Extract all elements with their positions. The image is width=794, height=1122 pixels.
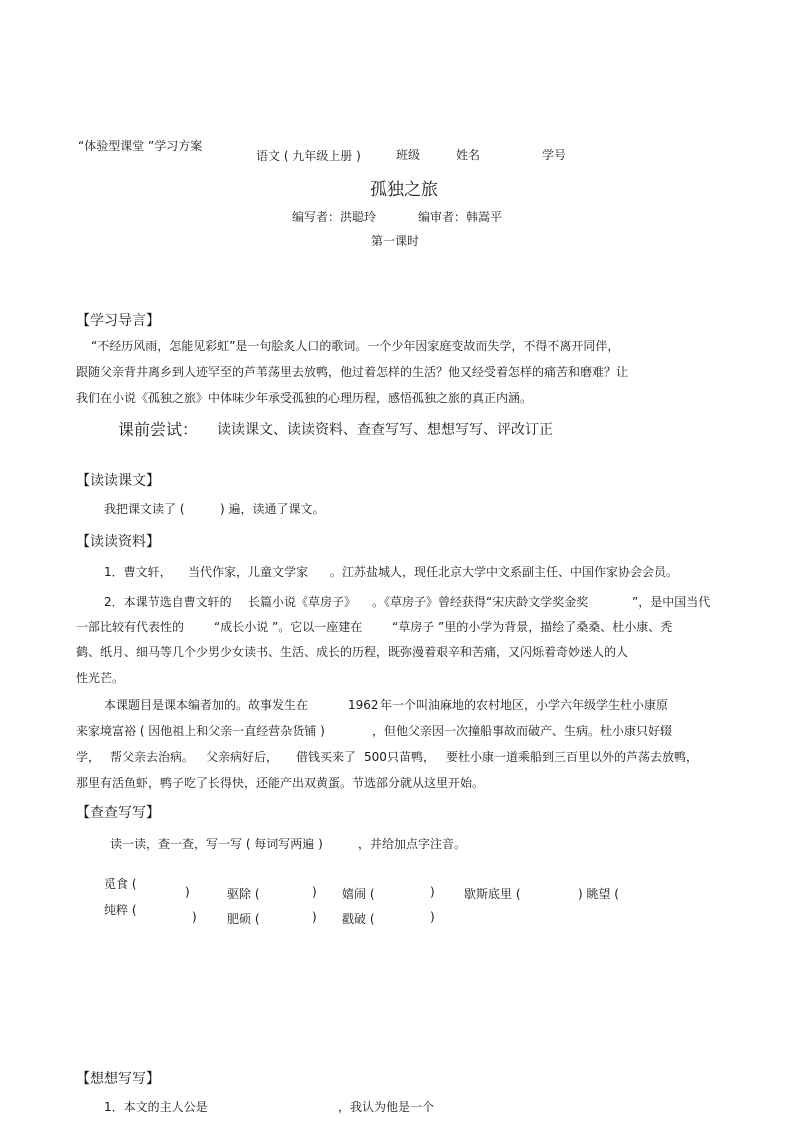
guide-line-1: “不经历风雨，怎能见彩虹”是一句脍炙人口的歌词。一个少年因家庭变故而失学，不得不离开同伴， — [91, 339, 620, 353]
info-p3-line2-b: ，但他父亲因一次撞船事故而破产、生病。杜小康只好辍 — [372, 724, 673, 738]
header-id-label: 学号 — [542, 148, 567, 162]
header-program-label: “体验型课堂 ”学习方案 — [78, 139, 203, 153]
word-7-open: 戳破 ( — [342, 912, 375, 926]
info-p1-num: 1．曹文轩， — [104, 565, 172, 579]
think-q1-a: 1．本文的主人公是 — [104, 1100, 208, 1114]
info-p3-line3-b: 帮父亲去治病。 — [110, 750, 195, 764]
word-5-close: ) — [192, 910, 197, 924]
word-1-open: 觅食 ( — [104, 877, 137, 891]
info-p2-line2-a: 一部比较有代表性的 — [76, 620, 185, 634]
info-p3-line3-e: 只苗鸭， — [387, 750, 436, 764]
word-6-open: 肥硕 ( — [227, 912, 260, 926]
read-count-prefix: 我把课文读了 ( — [104, 502, 185, 516]
word-3-close: ) — [430, 885, 435, 899]
word-4-open: 歇斯底里 ( — [464, 887, 521, 901]
info-p2-b: 。《草房子》曾经获得“宋庆龄文学奖金奖 — [372, 595, 589, 609]
info-p2-c: ”，是中国当代 — [632, 595, 711, 609]
reviewer-credit: 编审者：韩嵩平 — [418, 210, 503, 224]
info-p3-line1-b: 年一个叫油麻地的农村地区，小学六年级学生杜小康原 — [380, 698, 669, 712]
info-p2-line2-b: “成长小说 ”。它以一座建在 — [214, 620, 363, 634]
pretry-items: 读读课文、读读资料、查查写写、想想写写、评改订正 — [217, 422, 553, 438]
word-6-close: ) — [312, 910, 317, 924]
info-p3-year: 1962 — [348, 698, 379, 712]
guide-line-2: 跟随父亲背井离乡到人迹罕至的芦苇荡里去放鸭，他过着怎样的生活？他又经受着怎样的痛苦和磨难？让 — [76, 365, 629, 379]
word-7-close: ) — [430, 910, 435, 924]
check-instruction-b: ，并给加点字注音。 — [358, 837, 467, 851]
section-heading-check-write: 【查查写写】 — [76, 805, 160, 821]
section-heading-read-info: 【读读资料】 — [76, 534, 160, 550]
header-class-label: 班级 — [396, 148, 421, 162]
word-2-close: ) — [312, 885, 317, 899]
info-p3-line3-d: 借钱买来了 — [296, 750, 357, 764]
word-2-open: 驱除 ( — [227, 887, 260, 901]
info-p2-line4: 性光芒。 — [76, 671, 125, 685]
info-p3-line1-a: 本课题目是课本编者加的。故事发生在 — [104, 698, 309, 712]
word-5-open: 纯粹 ( — [104, 903, 137, 917]
info-p3-line3-c: 父亲病好后， — [206, 750, 279, 764]
info-p1-b: 。江苏盐城人，现任北京大学中文系副主任、中国作家协会会员。 — [330, 565, 679, 579]
info-p3-line2-a: 来家境富裕 ( 因他祖上和父亲一直经营杂货铺 ) — [76, 724, 325, 738]
info-p3-count: 500 — [364, 750, 387, 764]
word-4-close: ) 眺望 ( — [578, 887, 619, 901]
think-q1-b: ，我认为他是一个 — [338, 1100, 435, 1114]
pretry-label: 课前尝试： — [118, 420, 199, 439]
read-count-suffix: ) 遍，读通了课文。 — [220, 502, 325, 516]
info-p3-line3-a: 学， — [76, 750, 101, 764]
guide-line-3: 我们在小说《孤独之旅》中体味少年承受孤独的心理历程，感悟孤独之旅的真正内涵。 — [76, 391, 533, 405]
info-p2-a: 长篇小说《草房子》 — [248, 595, 357, 609]
word-3-open: 嬉闹 ( — [342, 887, 375, 901]
header-subject: 语文 ( 九年级上册 ) — [256, 149, 361, 163]
info-p2-line3: 鹤、纸月、细马等几个少男少女读书、生活、成长的历程，既弥漫着艰辛和苦痛，又闪烁着奇妙迷人的人 — [76, 645, 629, 659]
writer-credit: 编写者：洪聪玲 — [292, 210, 377, 224]
info-p3-line4: 那里有活鱼虾，鸭子吃了长得快，还能产出双黄蛋。节选部分就从这里开始。 — [76, 776, 485, 790]
word-1-close: ) — [185, 885, 190, 899]
section-heading-read-text: 【读读课文】 — [76, 473, 160, 489]
info-p1-a: 当代作家，儿童文学家 — [188, 565, 309, 579]
lesson-label: 第一课时 — [371, 234, 420, 248]
section-heading-think-write: 【想想写写】 — [76, 1071, 160, 1087]
info-p2-line2-c: “草房子 ”里的小学为背景，描绘了桑桑、杜小康、秃 — [392, 620, 673, 634]
page-title: 孤独之旅 — [370, 180, 438, 200]
info-p2-num: 2．本课节选自曹文轩的 — [104, 595, 232, 609]
check-instruction-a: 读一读，查一查，写一写 ( 每词写两遍 ) — [110, 837, 323, 851]
section-heading-guide: 【学习导言】 — [76, 313, 160, 329]
header-name-label: 姓名 — [456, 148, 481, 162]
info-p3-line3-f: 要杜小康一道乘船到三百里以外的芦荡去放鸭， — [446, 750, 699, 764]
